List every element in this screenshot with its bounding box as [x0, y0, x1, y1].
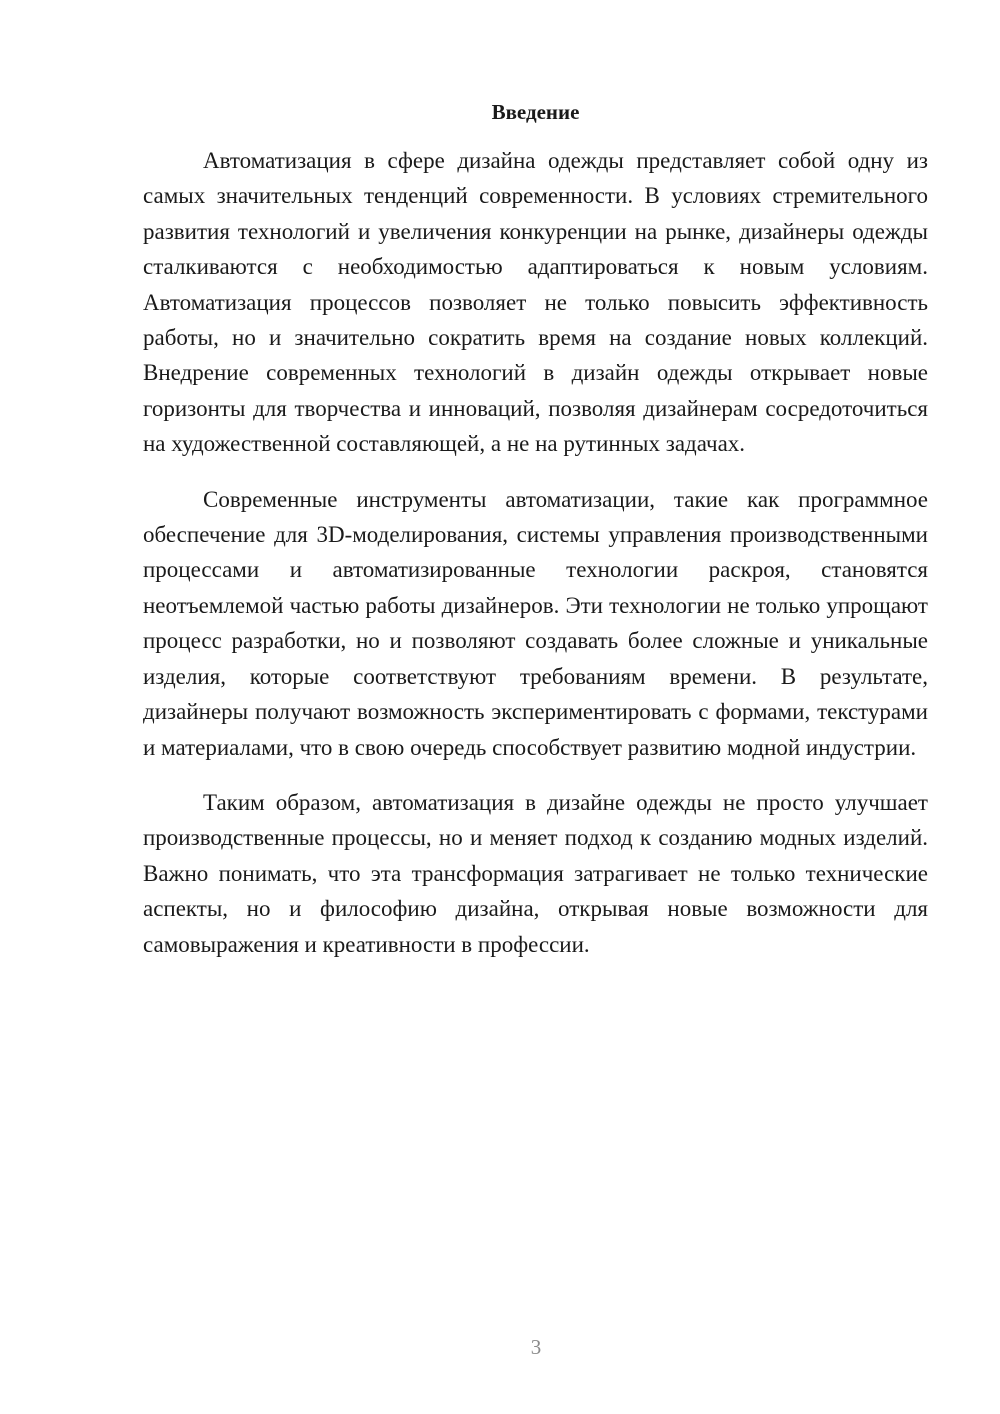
paragraph-3: Таким образом, автоматизация в дизайне одежды не просто улучшает производственные процессы, но и меняет подход к созданию модных изделий. Важно понимать, что эта трансформация затрагивает не только технические аспекты, но и философию дизайна, открывая новые возможности для самовыражения и креативности в профессии.: [143, 789, 928, 957]
paragraph-1: Автоматизация в сфере дизайна одежды представляет собой одну из самых значительных тенденций современности. В условиях стремительного развития технологий и увеличения конкуренции на рынке, дизайнеры одежды сталкиваются с необходимостью адаптироваться к новым условиям. Автоматизация процессов позволяет не только повысить эффективность работы, но и значительно сократить время на создание новых коллекций. Внедрение современных технологий в дизайн одежды открывает новые горизонты для творчества и инноваций, позволяя дизайнерам сосредоточиться на художественной составляющей, а не на рутинных задачах.: [143, 148, 928, 457]
section-heading: Введение: [491, 100, 580, 124]
page-number: 3: [530, 1335, 542, 1359]
body-text: [143, 143, 928, 982]
paragraph-2: Современные инструменты автоматизации, такие как программное обеспечение для 3D-моделирования, системы управления производственными процессами и автоматизированные технологии раскроя, становятся неотъемлемой частью работы дизайнеров. Эти технологии не только упрощают процесс разработки, но и позволяют создавать более сложные и уникальные изделия, которые соответствуют требованиям времени. В результате, дизайнеры получают возможность экспериментировать с формами, текстурами и материалами, что в свою очередь способствует развитию модной индустрии.: [143, 486, 928, 760]
